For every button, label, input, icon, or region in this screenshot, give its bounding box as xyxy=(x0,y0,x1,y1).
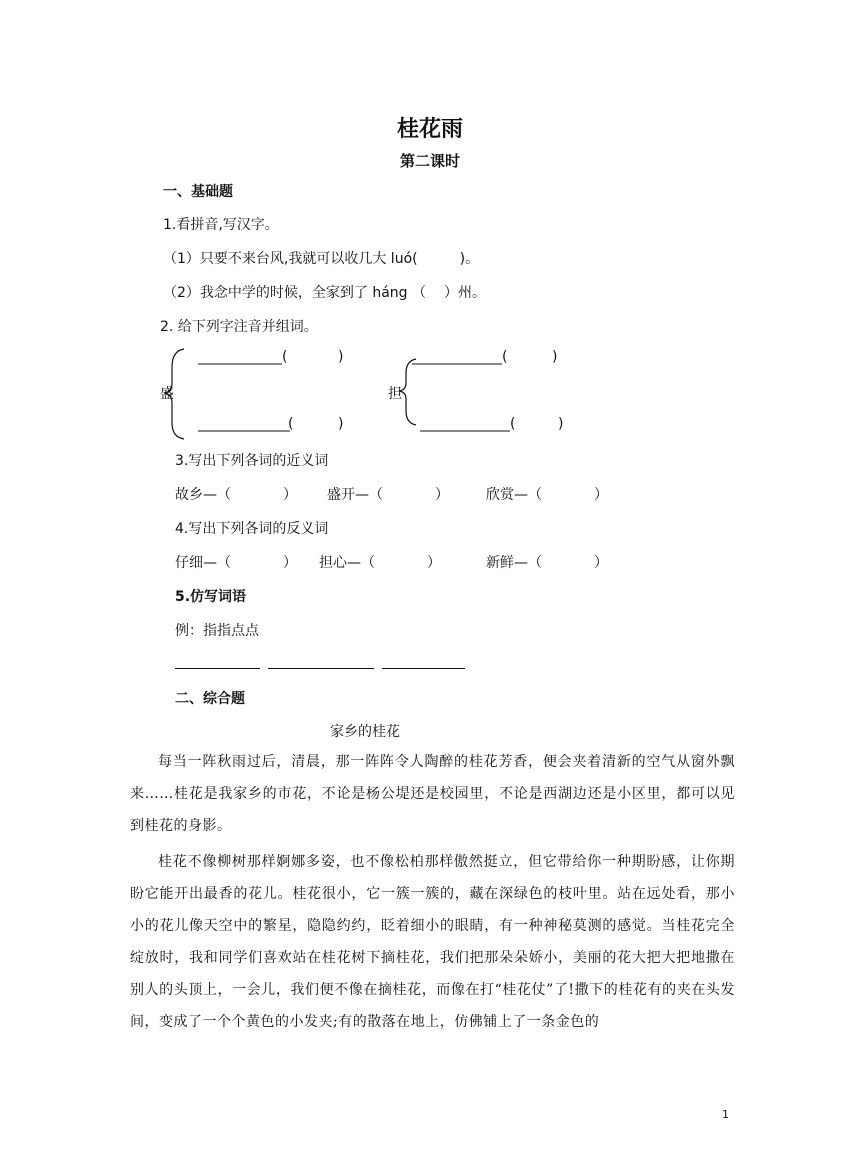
q2-paren-open-4: ( xyxy=(510,416,516,432)
q3-close-3: ） xyxy=(594,487,608,503)
q2-paren-close-2: ) xyxy=(338,416,344,432)
q5-example: 例：指指点点 xyxy=(175,623,259,639)
q2-paren-close-4: ) xyxy=(558,416,564,432)
page-subtitle: 第二课时 xyxy=(399,152,460,170)
q5-blank-1[interactable] xyxy=(175,668,260,669)
q5-stem: 5.仿写词语 xyxy=(175,589,247,605)
q4-stem: 4.写出下列各词的反义词 xyxy=(175,521,329,537)
q3-close-2: ） xyxy=(435,487,449,503)
q4-word-1: 仔细—（ xyxy=(175,555,231,571)
q3-close-1: ） xyxy=(283,487,297,503)
section-basic-heading: 一、基础题 xyxy=(163,184,233,200)
section-comprehensive-heading: 二、综合题 xyxy=(175,691,245,707)
q2-char-dan: 担 xyxy=(388,386,402,402)
q2-brace-diagram xyxy=(150,345,590,445)
page-title: 桂花雨 xyxy=(396,117,463,142)
passage-title: 家乡的桂花 xyxy=(330,724,400,740)
q1-item1-close: )。 xyxy=(459,251,480,267)
q2-paren-open-1: ( xyxy=(282,349,288,365)
q3-word-2: 盛开—（ xyxy=(327,487,383,503)
q2-char-sheng: 盛 xyxy=(160,386,174,402)
q3-stem: 3.写出下列各词的近义词 xyxy=(175,453,329,469)
q1-stem: 1.看拼音,写汉字。 xyxy=(163,217,279,233)
q5-blank-3[interactable] xyxy=(382,668,465,669)
q4-close-3: ） xyxy=(594,555,608,571)
q2-paren-open-2: ( xyxy=(288,416,294,432)
q2-paren-close-1: ) xyxy=(338,349,344,365)
q3-word-3: 欣赏—（ xyxy=(486,487,542,503)
q1-item2-text: （2）我念中学的时候，全家到了 háng （ xyxy=(163,285,427,301)
q4-word-3: 新鲜—（ xyxy=(486,555,542,571)
q4-close-2: ） xyxy=(427,555,441,571)
page-number: 1 xyxy=(722,1108,729,1121)
q1-item2 xyxy=(163,282,486,302)
q1-item1 xyxy=(163,248,479,268)
passage-paragraph-1: 每当一阵秋雨过后，清晨，那一阵阵令人陶醉的桂花芳香，便会夹着清新的空气从窗外飘来……桂花是我家乡的市花，不论是杨公堤还是校园里，不论是西湖边还是小区里，都可以见到桂花的身影。 xyxy=(130,754,735,834)
q4-word-2: 担心—（ xyxy=(319,555,375,571)
q4-close-1: ） xyxy=(283,555,297,571)
q1-item1-text: （1）只要不来台风,我就可以收几大 luó( xyxy=(163,251,418,267)
q2-paren-close-3: ) xyxy=(552,349,558,365)
q1-item2-close: ）州。 xyxy=(444,285,487,301)
q3-word-1: 故乡—（ xyxy=(175,487,231,503)
passage-paragraph-2: 桂花不像柳树那样婀娜多姿，也不像松柏那样傲然挺立，但它带给你一种期盼感，让你期盼它能开出最香的花儿。桂花很小，它一簇一簇的，藏在深绿色的枝叶里。站在远处看，那小小的花儿像天空中的繁星，隐隐约约，眨着细小的眼睛，有一种神秘莫测的感觉。当桂花完全绽放时，我和同学们喜欢站在桂花树下摘桂花，我们把那朵朵娇小，美丽的花大把大把地撒在别人的头顶上，一会儿，我们便不像在摘桂花，而像在打“桂花仗”了!撒下的桂花有的夹在头发间，变成了一个个黄色的小发夹;有的散落在地上，仿佛铺上了一条金色的 xyxy=(130,854,735,1030)
q2-paren-open-3: ( xyxy=(502,349,508,365)
q2-stem: 2. 给下列字注音并组词。 xyxy=(160,319,318,335)
q5-blank-2[interactable] xyxy=(268,668,374,669)
